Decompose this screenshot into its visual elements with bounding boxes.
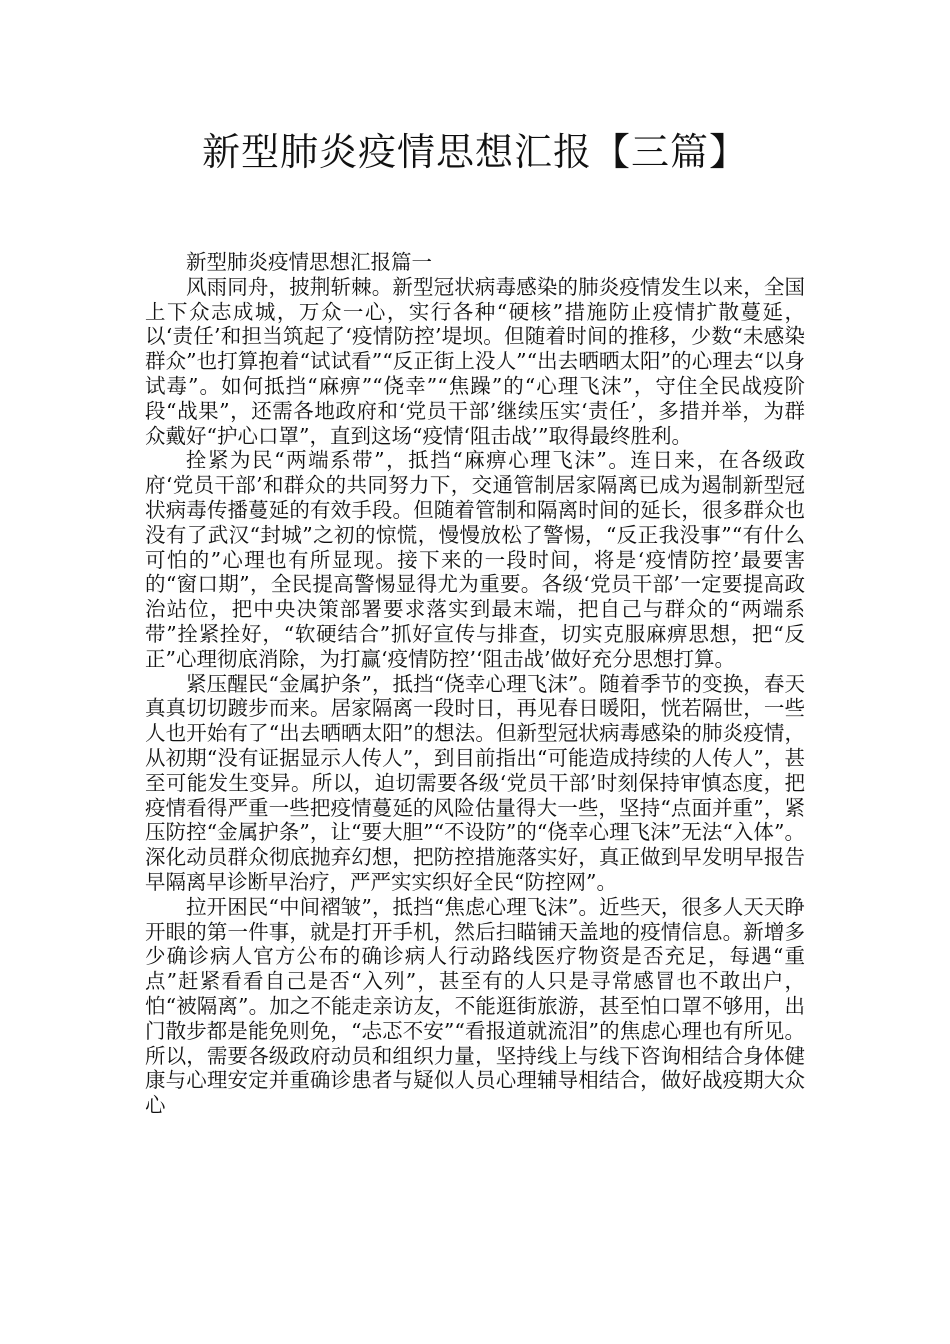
document-title: 新型肺炎疫情思想汇报【三篇】 bbox=[201, 130, 748, 174]
paragraph-3: 紧压醒民“金属护条”，抵挡“侥幸心理飞沫”。随着季节的变换，春天真真切切踱步而来。居家隔离一段时日，再见春日暖阳，恍若隔世，一些人也开始有了“出去晒晒太阳”的想法。但新型冠状病毒感染的肺炎疫情，从初期“没有证据显示人传人”，到目前指出“可能造成持续的人传人”，甚至可能发生变异。所以，迫切需要各级‘党员干部’时刻保持审慎态度，把疫情看得严重一些把疫情蔓延的风险估量得大一些，坚持“点面并重”，紧压防控“金属护条”，让“要大胆”“不设防”的“侥幸心理飞沫”无法“入体”。深化动员群众彻底抛弃幻想，把防控措施落实好，真正做到早发明早报告早隔离早诊断早治疗，严严实实织好全民“防控网”。 bbox=[145, 671, 805, 894]
paragraph-2: 拴紧为民“两端系带”，抵挡“麻痹心理飞沫”。连日来，在各级政府‘党员干部’和群众的共同努力下，交通管制居家隔离已成为遏制新型冠状病毒传播蔓延的有效手段。但随着管制和隔离时间的延长，很多群众也没有了武汉“封城”之初的惊慌，慢慢放松了警惕，“反正我没事”“有什么可怕的”心理也有所显现。接下来的一段时间，将是‘疫情防控’最要害的“窗口期”，全民提高警惕显得尤为重要。各级‘党员干部’一定要提高政治站位，把中央决策部署要求落实到最末端，把自己与群众的“两端系带”拴紧拴好，“软硬结合”抓好宣传与排查，切实克服麻痹思想，把“反正”心理彻底消除，为打赢‘疫情防控’‘阻击战’做好充分思想打算。 bbox=[145, 448, 805, 671]
paragraph-1: 风雨同舟，披荆斩棘。新型冠状病毒感染的肺炎疫情发生以来，全国上下众志成城，万众一心，实行各种“硬核”措施防止疫情扩散蔓延，以‘责任’和担当筑起了‘疫情防控’堤坝。但随着时间的推移，少数“未感染群众”也打算抱着“试试看”“反正街上没人”“出去晒晒太阳”的心理去“以身试毒”。如何抵挡“麻痹”“侥幸”“焦躁”的“心理飞沫”，守住全民战疫阶段“战果”，还需各地政府和‘党员干部’继续压实‘责任’，多措并举，为群众戴好“护心口罩”，直到这场“疫情‘阻击战’”取得最终胜利。 bbox=[145, 274, 805, 448]
document-body bbox=[145, 250, 805, 1118]
paragraph-4: 拉开困民“中间褶皱”，抵挡“焦虑心理飞沫”。近些天，很多人天天睁开眼的第一件事，就是打开手机，然后扫瞄铺天盖地的疫情信息。新增多少确诊病人官方公布的确诊病人行动路线医疗物资是否充足，每遇“重点”赶紧看看自己是否“入列”，甚至有的人只是寻常感冒也不敢出户，怕“被隔离”。加之不能走亲访友，不能逛街旅游，甚至怕口罩不够用，出门散步都是能免则免，“忐忑不安”“看报道就流泪”的焦虑心理也有所见。所以，需要各级政府动员和组织力量，坚持线上与线下咨询相结合身体健康与心理安定并重确诊患者与疑似人员心理辅导相结合，做好战疫期大众心 bbox=[145, 894, 805, 1118]
section-heading: 新型肺炎疫情思想汇报篇一 bbox=[186, 250, 432, 274]
